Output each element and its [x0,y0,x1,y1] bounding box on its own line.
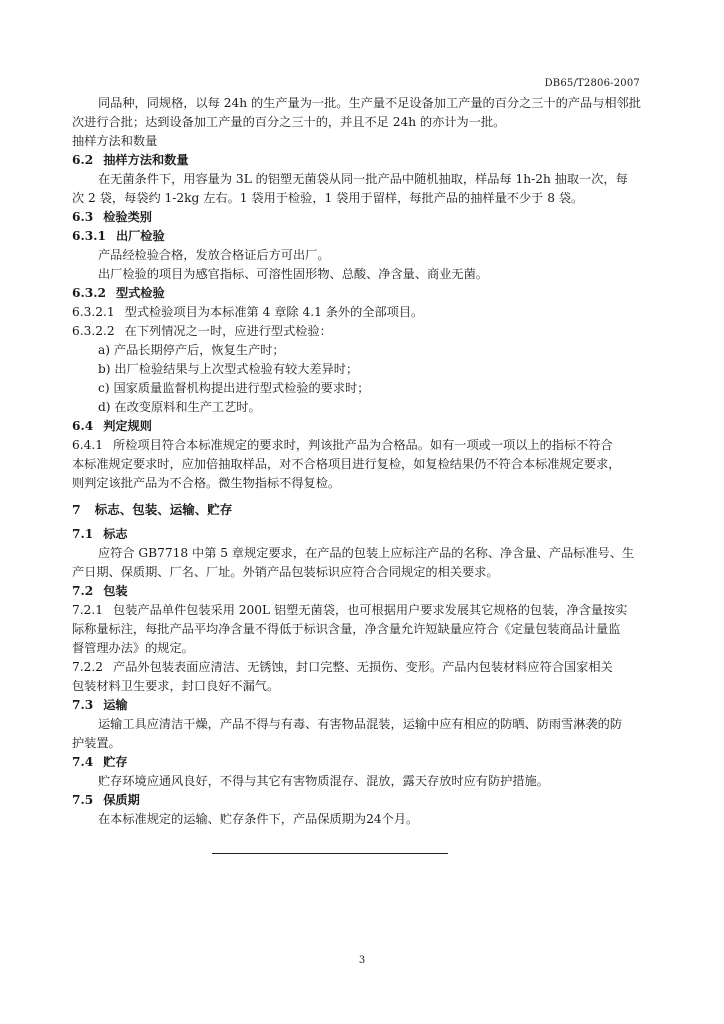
clause-number: 6.3.2.2 [72,324,115,338]
clause-number: 7.2 [72,584,94,598]
clause-line [72,208,644,227]
text-line [72,455,644,474]
line-text: 则判定该批产品为不合格。微生物指标不得复检。 [72,476,341,490]
text-line [72,189,644,208]
clause-line [72,322,644,341]
clause-line [72,753,644,772]
line-text: 抽样方法和数量 [72,134,158,148]
line-text: 判定规则 [103,419,152,433]
line-text: 保质期 [103,793,140,807]
clause-line [72,303,644,322]
page-number: 3 [358,955,366,966]
line-text: 型式检验项目为本标准第 4 章除 4.1 条外的全部项目。 [124,305,424,319]
clause-line [72,436,644,455]
line-text: 产品外包装表面应清洁、无锈蚀，封口完整、无损伤、变形。产品内包装材料应符合国家相关 [113,660,613,674]
text-line [72,715,644,734]
clause-line [72,658,644,677]
clause-number: 6.3.2 [72,286,106,300]
clause-number: 6.2 [72,153,94,167]
text-line [72,170,644,189]
text-line [72,113,644,132]
text-line [72,265,644,284]
clause-line [72,151,644,170]
text-line [72,398,644,417]
text-line [72,379,644,398]
clause-line [72,417,644,436]
clause-line [72,227,644,246]
clause-line [72,525,644,544]
line-text: 本标准规定要求时，应加倍抽取样品，对不合格项目进行复检，如复检结果仍不符合本标准规定要求， [72,457,621,471]
line-text: 标志 [103,527,128,541]
line-text: 包装材料卫生要求，封口良好不漏气。 [72,679,280,693]
line-text: 督管理办法》的规定。 [72,641,194,655]
clause-number: 7.1 [72,527,94,541]
line-text: c) 国家质量监督机构提出进行型式检验的要求时； [98,381,370,395]
line-text: 包装 [103,584,128,598]
line-text: 在无菌条件下，用容量为 3L 的铝塑无菌袋从同一批产品中随机抽取，样品每 1h-2h 抽取一次，每 [98,172,628,186]
clause-line [72,601,644,620]
section-7-title: 标志、包装、运输、贮存 [94,502,233,517]
clause-line [72,582,644,601]
clause-number: 7.2.1 [72,603,104,617]
line-text: 运输工具应清洁干燥，产品不得与有毒、有害物品混装，运输中应有相应的防晒、防雨雪淋袭的防 [98,717,623,731]
line-text: 所检项目符合本标准规定的要求时，判该批产品为合格品。如有一项或一项以上的指标不符合 [113,438,613,452]
line-text: 在下列情况之一时，应进行型式检验： [124,324,332,338]
document-body [72,94,644,829]
text-line [72,639,644,658]
line-text: 出厂检验的项目为感官指标、可溶性固形物、总酸、净含量、商业无菌。 [98,267,488,281]
clause-number: 6.3.2.1 [72,305,115,319]
line-text: 抽样方法和数量 [103,153,189,167]
clause-number: 7.2.2 [72,660,104,674]
text-line [72,341,644,360]
text-line [72,620,644,639]
clause-number: 7.3 [72,698,94,712]
line-text: 护装置。 [72,736,121,750]
clause-number: 7.5 [72,793,94,807]
line-text: 贮存环境应通风良好，不得与其它有害物质混存、混放，露天存放时应有防护措施。 [98,774,549,788]
clause-number: 6.4 [72,419,94,433]
line-text: 运输 [103,698,128,712]
line-text: 型式检验 [115,286,165,300]
text-line [72,563,644,582]
text-line [72,360,644,379]
line-text: 在本标准规定的运输、贮存条件下，产品保质期为24个月。 [98,812,419,826]
line-text: 产日期、保质期、厂名、厂址。外销产品包装标识应符合合同规定的相关要求。 [72,565,499,579]
line-text: 次 2 袋，每袋约 1-2kg 左右。1 袋用于检验，1 袋用于留样，每批产品的抽样量不少于 8 袋。 [72,191,584,205]
clause-number: 6.4.1 [72,438,104,452]
line-text: 包装产品单件包装采用 200L 铝塑无菌袋，也可根据用户要求发展其它规格的包装，净含量按实 [113,603,628,617]
line-text: 际称量标注，每批产品平均净含量不得低于标识含量，净含量允许短缺量应符合《定量包装商品计量监 [72,622,621,636]
clause-number: 7.4 [72,755,94,769]
section-7-number: 7 [72,502,81,517]
section-6-text [72,94,644,493]
line-text: b) 出厂检验结果与上次型式检验有较大差异时； [98,362,359,376]
clause-line [72,284,644,303]
clause-number: 6.3 [72,210,94,224]
line-text: 同品种，同规格，以每 24h 的生产量为一批。生产量不足设备加工产量的百分之三十的产品与相邻批 [98,96,641,110]
section-7-heading [72,500,644,518]
text-line [72,810,644,829]
text-line [72,677,644,696]
line-text: 次进行合批；达到设备加工产量的百分之三十的，并且不足 24h 的亦计为一批。 [72,115,506,129]
clause-number: 6.3.1 [72,229,106,243]
clause-line [72,696,644,715]
text-line [72,734,644,753]
clause-line [72,791,644,810]
text-line [72,544,644,563]
text-line [72,772,644,791]
text-line [72,474,644,493]
document-code: DB65/T2806-2007 [544,78,640,89]
section-7-text [72,525,644,829]
text-line [72,246,644,265]
line-text: 出厂检验 [115,229,165,243]
text-line [72,94,644,113]
line-text: 产品经检验合格，发放合格证后方可出厂。 [98,248,330,262]
line-text: 检验类别 [103,210,152,224]
line-text: d) 在改变原料和生产工艺时。 [98,400,261,414]
end-divider [212,853,448,854]
text-line [72,132,644,151]
line-text: a) 产品长期停产后，恢复生产时； [98,343,285,357]
line-text: 贮存 [103,755,128,769]
line-text: 应符合 GB7718 中第 5 章规定要求，在产品的包装上应标注产品的名称、净含量、产品标准号、生 [98,546,635,560]
